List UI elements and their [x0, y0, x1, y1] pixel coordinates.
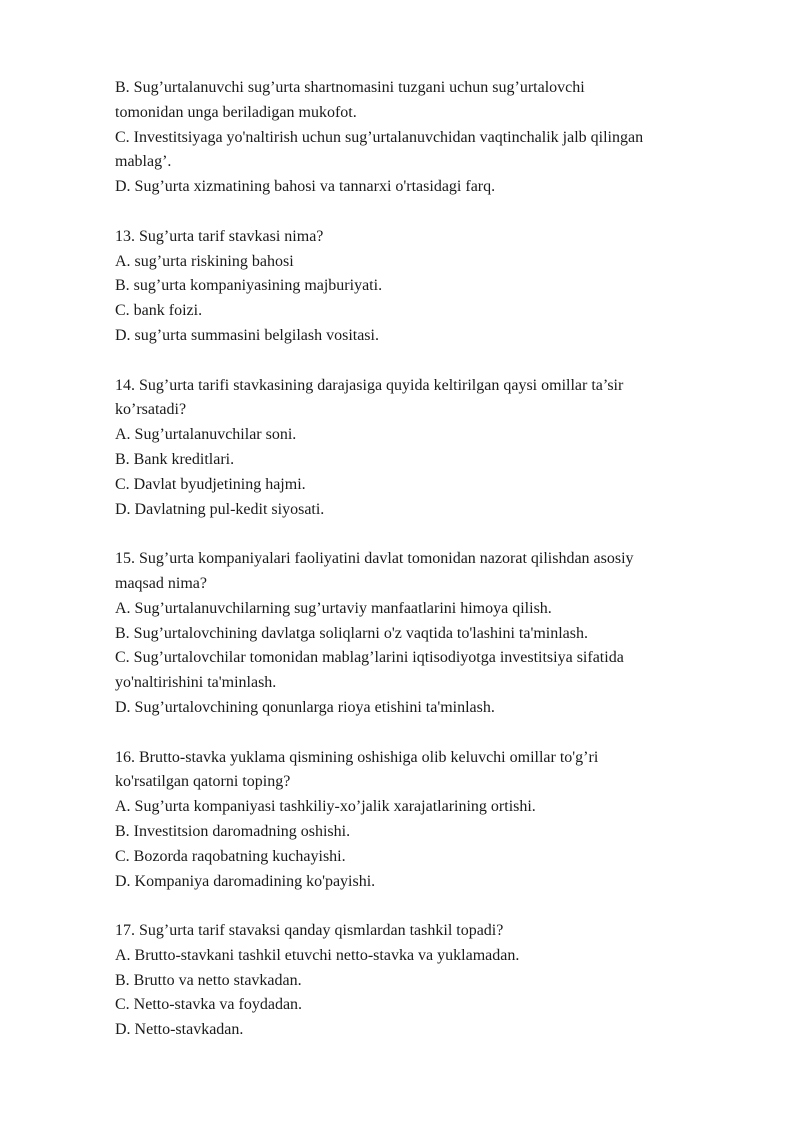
- option-d: D. Sug’urtalovchining qonunlarga rioya etishini ta'minlash.: [115, 698, 495, 716]
- option-a: A. sug’urta riskining bahosi: [115, 252, 294, 270]
- question-text: ko'rsatilgan qatorni toping?: [115, 773, 291, 791]
- spacer: [115, 721, 755, 746]
- option-b: B. sug’urta kompaniyasining majburiyati.: [115, 277, 383, 295]
- question-16: [115, 746, 755, 895]
- question-text: 16. Brutto-stavka yuklama qismining oshishiga olib keluvchi omillar to'g’ri: [115, 748, 599, 766]
- spacer: [115, 349, 755, 374]
- option-a: A. Sug’urta kompaniyasi tashkiliy-xo’jalik xarajatlarining ortishi.: [115, 798, 536, 816]
- option-c-continued: yo'naltirishini ta'minlash.: [115, 674, 277, 692]
- option-a: A. Brutto-stavkani tashkil etuvchi netto-stavka va yuklamadan.: [115, 946, 520, 964]
- question-text: 13. Sug’urta tarif stavkasi nima?: [115, 227, 324, 245]
- option-d: D. Netto-stavkadan.: [115, 1021, 244, 1039]
- question-text: maqsad nima?: [115, 574, 207, 592]
- question-13: [115, 225, 755, 349]
- question-text: ko’rsatadi?: [115, 401, 187, 419]
- spacer: [115, 200, 755, 225]
- option-c: C. Bozorda raqobatning kuchayishi.: [115, 847, 346, 865]
- option-c: C. Davlat byudjetining hajmi.: [115, 475, 306, 493]
- option-text: B. Sug’urtalanuvchi sug’urta shartnomasini tuzgani uchun sug’urtalovchi: [115, 79, 585, 96]
- option-text: C. Investitsiyaga yo'naltirish uchun sug’urtalanuvchidan vaqtinchalik jalb qilingan: [115, 128, 644, 146]
- option-text: mablag’.: [115, 153, 172, 171]
- document-page: [115, 76, 755, 1043]
- question-17: [115, 919, 755, 1043]
- spacer: [115, 894, 755, 919]
- question-text: 14. Sug’urta tarifi stavkasining darajasiga quyida keltirilgan qaysi omillar ta’sir: [115, 376, 624, 394]
- question-14: [115, 374, 755, 523]
- option-c: C. Sug’urtalovchilar tomonidan mablag’larini iqtisodiyotga investitsiya sifatida: [115, 649, 624, 667]
- option-d: D. Davlatning pul-kedit siyosati.: [115, 500, 325, 518]
- option-d: D. sug’urta summasini belgilash vositasi.: [115, 326, 379, 344]
- option-d: D. Kompaniya daromadining ko'payishi.: [115, 872, 376, 890]
- question-text: 17. Sug’urta tarif stavaksi qanday qismlardan tashkil topadi?: [115, 922, 504, 940]
- option-text: D. Sug’urta xizmatining bahosi va tannarxi o'rtasidagi farq.: [115, 178, 496, 196]
- spacer: [115, 522, 755, 547]
- option-c: C. Netto-stavka va foydadan.: [115, 996, 303, 1014]
- option-b: B. Investitsion daromadning oshishi.: [115, 822, 351, 840]
- option-a: A. Sug’urtalanuvchilar soni.: [115, 426, 297, 444]
- option-a: A. Sug’urtalanuvchilarning sug’urtaviy manfaatlarini himoya qilish.: [115, 599, 552, 617]
- continuation-block: [115, 76, 755, 200]
- question-15: [115, 547, 755, 721]
- option-b: B. Brutto va netto stavkadan.: [115, 971, 302, 989]
- question-text: 15. Sug’urta kompaniyalari faoliyatini davlat tomonidan nazorat qilishdan asosiy: [115, 550, 634, 568]
- option-text: tomonidan unga beriladigan mukofot.: [115, 103, 357, 121]
- option-c: C. bank foizi.: [115, 302, 203, 320]
- option-b: B. Bank kreditlari.: [115, 450, 235, 468]
- option-b: B. Sug’urtalovchining davlatga soliqlarni o'z vaqtida to'lashini ta'minlash.: [115, 624, 589, 642]
